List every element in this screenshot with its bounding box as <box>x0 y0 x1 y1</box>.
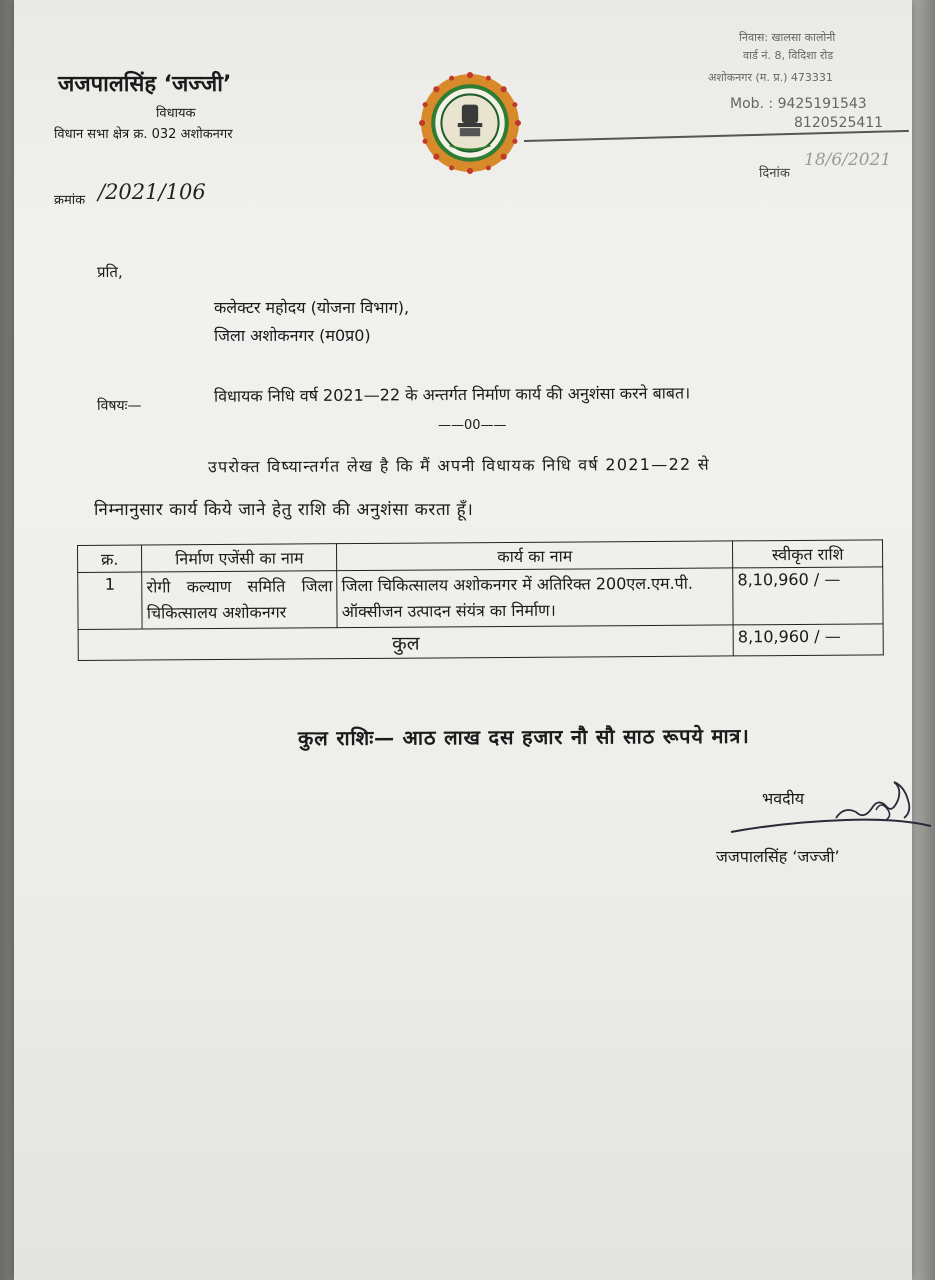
letterhead-designation: विधायक <box>156 106 196 121</box>
subject-text: विधायक निधि वर्ष 2021—22 के अन्तर्गत निर्माण कार्य की अनुशंसा करने बाबत। <box>213 383 691 406</box>
address-line-3: अशोकनगर (म. प्र.) 473331 <box>708 71 833 84</box>
body-line-1: उपरोक्त विष्यान्तर्गत लेख है कि मैं अपनी विधायक निधि वर्ष 2021—22 से <box>207 454 711 477</box>
amount-in-words: कुल राशिः— आठ लाख दस हजार नौ सौ साठ रूपये मात्र। <box>297 723 750 751</box>
table-row <box>78 567 883 630</box>
cell-amount: 8,10,960 / — <box>733 567 883 625</box>
letterhead-constituency: विधान सभा क्षेत्र क्र. 032 अशोकनगर <box>54 127 233 142</box>
cell-sno: 1 <box>78 572 143 629</box>
works-table <box>77 539 884 661</box>
address-line-2: वार्ड नं. 8, विदिशा रोड <box>743 49 834 62</box>
address-line-1: निवास: खालसा कालोनी <box>739 31 836 44</box>
header-work: कार्य का नाम <box>337 541 733 571</box>
subject-label: विषयः— <box>97 398 142 414</box>
total-label: कुल <box>78 625 733 661</box>
closing: भवदीय <box>762 789 805 808</box>
mobile-number-1: Mob. : 9425191543 <box>730 96 867 112</box>
cell-agency: रोगी कल्याण समिति जिला चिकित्सालय अशोकनगर <box>142 571 337 629</box>
addressee-line-2: जिला अशोकनगर (म0प्र0) <box>214 326 371 345</box>
total-amount: 8,10,960 / — <box>733 624 883 656</box>
letter-page <box>14 0 912 1280</box>
body-line-2: निम्नानुसार कार्य किये जाने हेतु राशि की अनुशंसा करता हूँ। <box>94 500 474 520</box>
header-sno: क्र. <box>78 545 142 572</box>
mobile-number-2: 8120525411 <box>794 115 884 131</box>
letterhead-name: जजपालसिंह ‘जज्जी’ <box>58 72 232 97</box>
cell-work: जिला चिकित्सालय अशोकनगर में अतिरिक्त 200एल.एम.पी. ऑक्सीजन उत्पादन संयंत्र का निर्माण। <box>337 568 733 628</box>
reference-label: क्रमांक <box>54 193 86 208</box>
reference-number: /2021/106 <box>98 180 206 204</box>
separator: ——00—— <box>438 418 507 433</box>
date-label: दिनांक <box>759 166 790 181</box>
addressee-line-1: कलेक्टर महोदय (योजना विभाग), <box>214 298 410 317</box>
letterhead-divider <box>524 130 909 142</box>
government-emblem-icon <box>419 72 521 174</box>
header-agency: निर्माण एजेंसी का नाम <box>142 544 337 572</box>
salutation: प्रति, <box>97 263 123 281</box>
signature-icon <box>726 770 935 840</box>
table-total-row <box>78 624 883 661</box>
date-value: 18/6/2021 <box>804 150 892 170</box>
header-amount: स्वीकृत राशि <box>733 540 883 568</box>
signatory-name: जजपालसिंह ‘जज्जी’ <box>716 847 840 866</box>
